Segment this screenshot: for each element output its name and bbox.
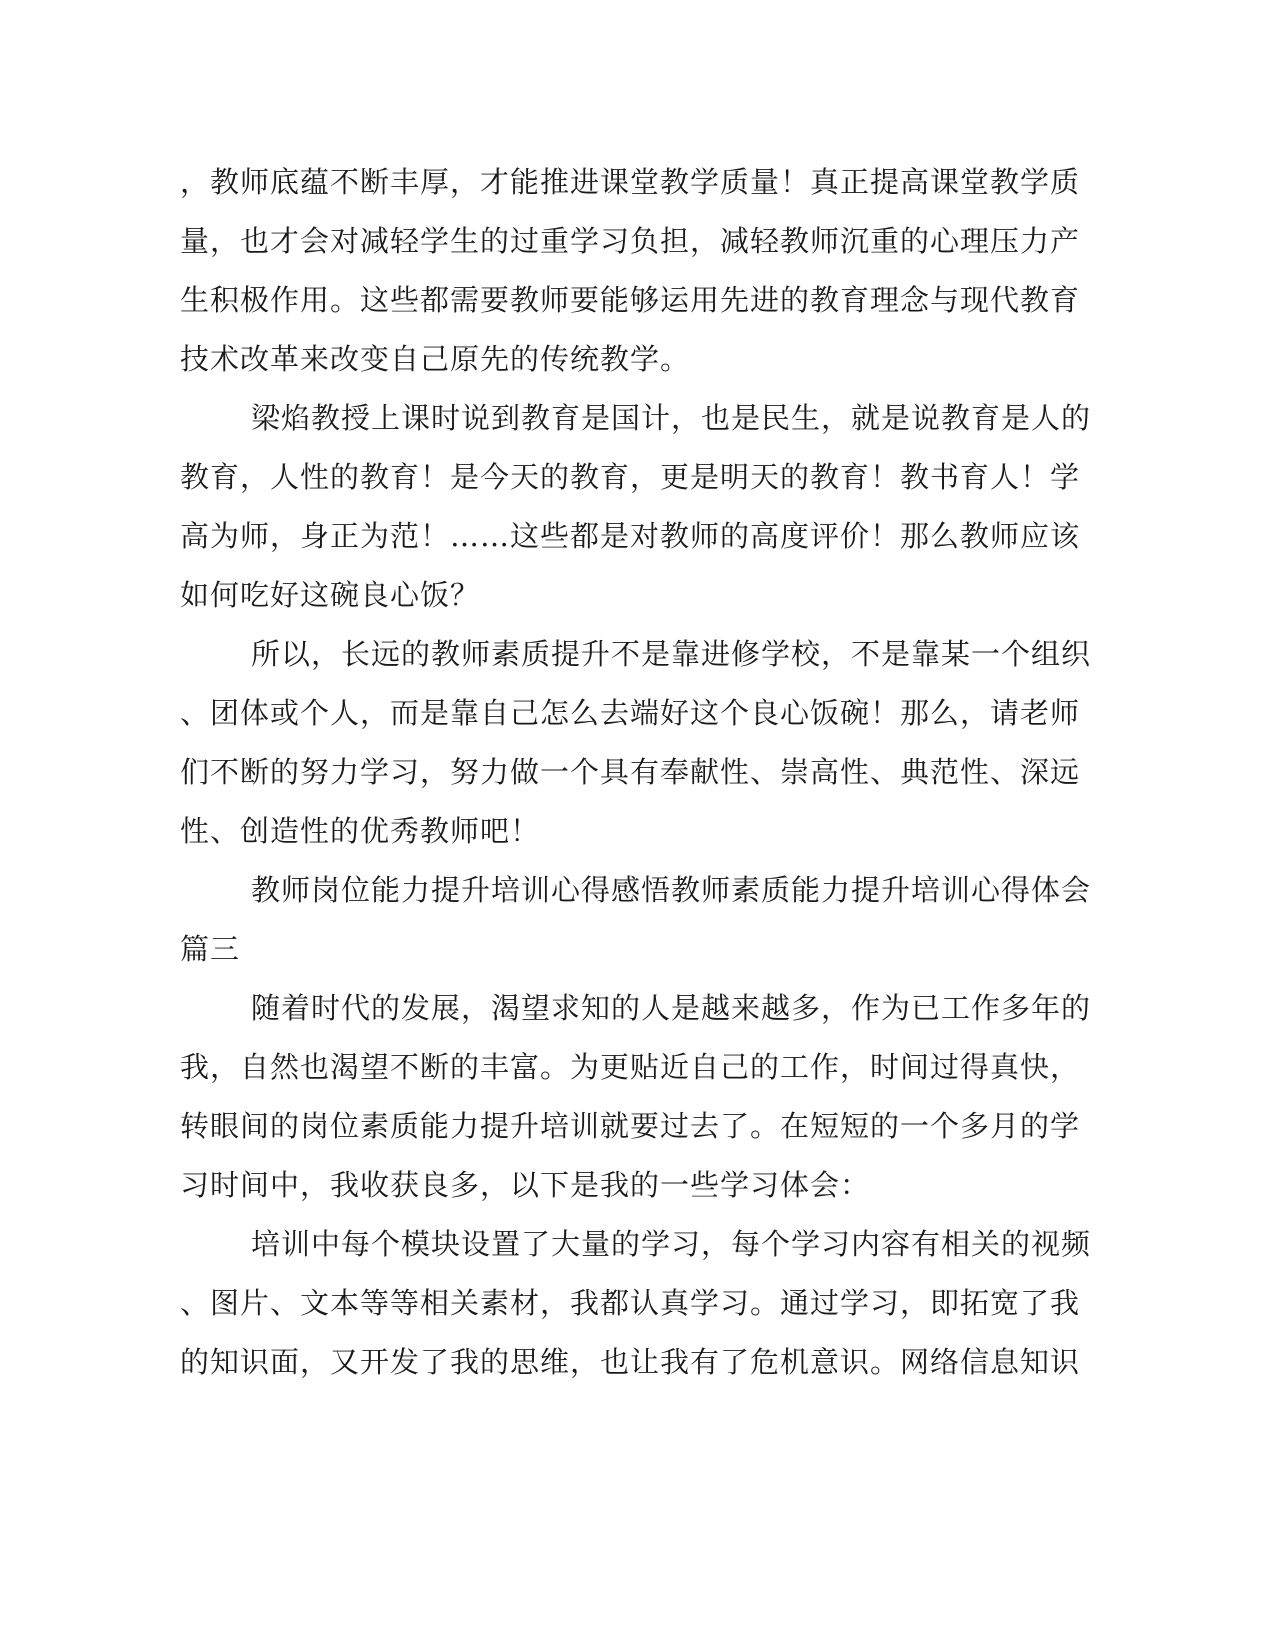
text-line-content: 量，也才会对减轻学生的过重学习负担，减轻教师沉重的心理压力产 xyxy=(180,224,1081,258)
section-heading-suffix: 篇三 xyxy=(180,932,241,966)
text-line xyxy=(0,1047,1275,1087)
text-line xyxy=(0,457,1275,497)
text-line xyxy=(0,162,1275,202)
section-heading-line xyxy=(0,870,1275,910)
text-line-content: 们不断的努力学习，努力做一个具有奉献性、崇高性、典范性、深远 xyxy=(180,755,1081,789)
text-line-content: 教育，人性的教育！是今天的教育，更是明天的教育！教书育人！学 xyxy=(180,460,1081,494)
text-line-content: 技术改革来改变自己原先的传统教学。 xyxy=(180,342,691,376)
text-line xyxy=(0,752,1275,792)
text-line-content: 的知识面，又开发了我的思维，也让我有了危机意识。网络信息知识 xyxy=(180,1345,1081,1379)
text-line xyxy=(0,988,1275,1028)
section-heading-line xyxy=(0,929,1275,969)
text-line xyxy=(0,1342,1275,1382)
text-line-content: 高为师，身正为范！……这些都是对教师的高度评价！那么教师应该 xyxy=(180,519,1081,553)
text-line xyxy=(0,634,1275,674)
text-line-content: 、图片、文本等等相关素材，我都认真学习。通过学习，即拓宽了我 xyxy=(180,1286,1081,1320)
text-line-content: 如何吃好这碗良心饭？ xyxy=(180,578,481,612)
text-line xyxy=(0,221,1275,261)
text-line-content: 我，自然也渴望不断的丰富。为更贴近自己的工作，时间过得真快， xyxy=(180,1050,1081,1084)
text-line xyxy=(0,1283,1275,1323)
text-line xyxy=(0,516,1275,556)
text-line xyxy=(0,1106,1275,1146)
text-line-content: 转眼间的岗位素质能力提升培训就要过去了。在短短的一个多月的学 xyxy=(180,1109,1081,1143)
text-line xyxy=(0,1165,1275,1205)
text-line xyxy=(0,280,1275,320)
text-line-content: 随着时代的发展，渴望求知的人是越来越多，作为已工作多年的 xyxy=(251,991,1092,1025)
text-line-content: 所以，长远的教师素质提升不是靠进修学校，不是靠某一个组织 xyxy=(251,637,1092,671)
text-line-content: 生积极作用。这些都需要教师要能够运用先进的教育理念与现代教育 xyxy=(180,283,1081,317)
text-line-content: 培训中每个模块设置了大量的学习，每个学习内容有相关的视频 xyxy=(251,1227,1092,1261)
text-line xyxy=(0,339,1275,379)
text-line xyxy=(0,811,1275,851)
text-line xyxy=(0,693,1275,733)
text-line xyxy=(0,398,1275,438)
section-heading: 教师岗位能力提升培训心得感悟教师素质能力提升培训心得体会 xyxy=(251,873,1092,907)
text-line xyxy=(0,1224,1275,1264)
text-line-content: 性、创造性的优秀教师吧！ xyxy=(180,814,541,848)
text-line-content: ，教师底蕴不断丰厚，才能推进课堂教学质量！真正提高课堂教学质 xyxy=(180,165,1081,199)
text-line-content: 梁焰教授上课时说到教育是国计，也是民生，就是说教育是人的 xyxy=(251,401,1092,435)
text-line xyxy=(0,575,1275,615)
text-line-content: 习时间中，我收获良多，以下是我的一些学习体会： xyxy=(180,1168,871,1202)
text-line-content: 、团体或个人，而是靠自己怎么去端好这个良心饭碗！那么，请老师 xyxy=(180,696,1081,730)
